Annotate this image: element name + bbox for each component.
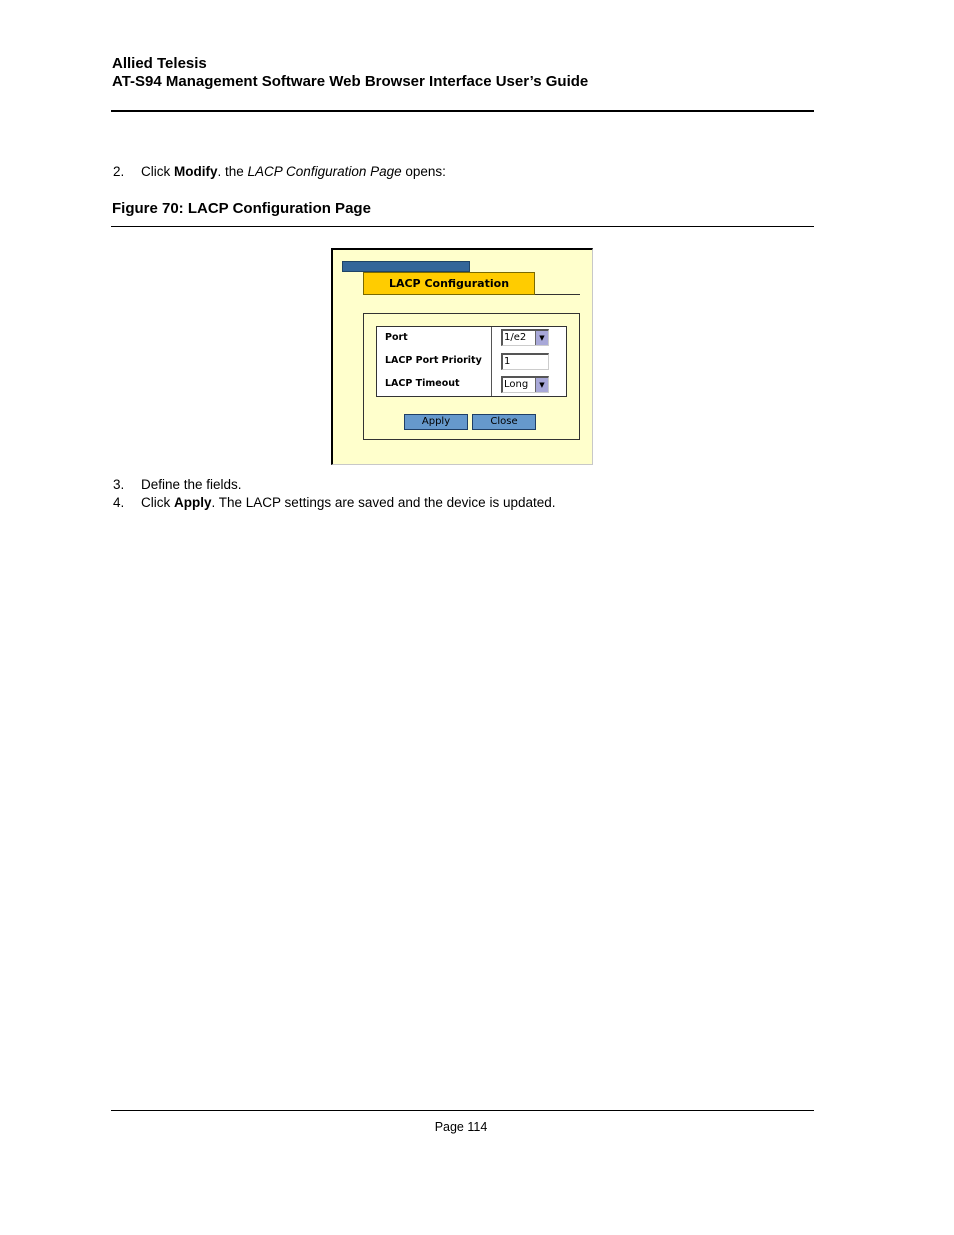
header-rule bbox=[111, 110, 814, 112]
chevron-down-icon[interactable]: ▼ bbox=[535, 378, 548, 392]
tab-lacp-configuration[interactable]: LACP Configuration bbox=[363, 272, 535, 295]
step-2: 2. Click Modify. the LACP Configuration Page opens: bbox=[113, 164, 446, 179]
footer-rule bbox=[111, 1110, 814, 1111]
lacp-port-priority-input[interactable]: 1 bbox=[501, 353, 549, 370]
lacp-port-priority-label: LACP Port Priority bbox=[385, 355, 482, 366]
port-label: Port bbox=[385, 332, 408, 343]
lacp-timeout-select[interactable]: Long ▼ bbox=[501, 376, 549, 393]
guide-title: AT-S94 Management Software Web Browser Interface User’s Guide bbox=[112, 73, 589, 90]
caption-rule bbox=[111, 226, 814, 227]
column-divider bbox=[491, 327, 492, 396]
lacp-timeout-label: LACP Timeout bbox=[385, 378, 460, 389]
footer bbox=[0, 1120, 954, 1134]
step-4: 4. Click Apply. The LACP settings are saved and the device is updated. bbox=[113, 495, 556, 510]
fields-table bbox=[376, 326, 567, 397]
page-number: Page 114 bbox=[434, 1120, 488, 1134]
close-button[interactable]: Close bbox=[472, 414, 536, 430]
company-name: Allied Telesis bbox=[112, 55, 207, 72]
step-3: 3. Define the fields. bbox=[113, 477, 242, 492]
figure-caption: Figure 70: LACP Configuration Page bbox=[112, 200, 371, 217]
blue-tab-bar bbox=[342, 261, 470, 272]
chevron-down-icon[interactable]: ▼ bbox=[535, 331, 548, 345]
port-select[interactable]: 1/e2 ▼ bbox=[501, 329, 549, 346]
tab-underline bbox=[535, 294, 580, 295]
lacp-configuration-screenshot bbox=[331, 248, 593, 465]
apply-button[interactable]: Apply bbox=[404, 414, 468, 430]
config-panel bbox=[363, 313, 580, 440]
